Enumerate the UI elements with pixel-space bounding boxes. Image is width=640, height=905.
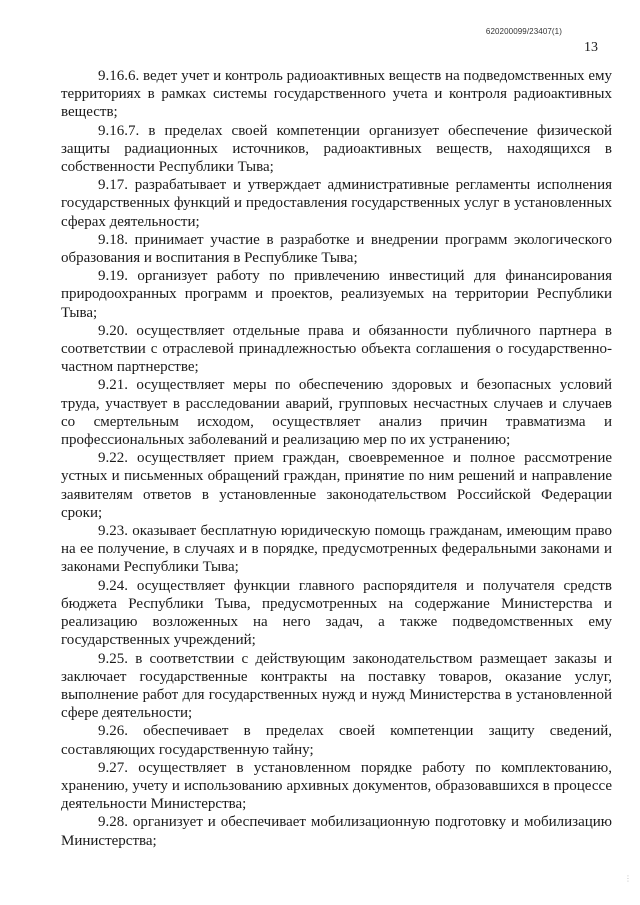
paragraph-9-21: 9.21. осуществляет меры по обеспечению здоровых и безопасных условий труда, участвует в расследовании аварий, групповых несчастных случаев и случаев со смертельным исходом, осуществляет анализ причин травматизма и профессиональных заболеваний и реализацию мер по их устранению; — [61, 377, 612, 449]
paragraph-9-19: 9.19. организует работу по привлечению инвестиций для финансирования природоохранных программ и проектов, реализуемых на территории Республики Тыва; — [61, 268, 612, 321]
paragraph-9-16-7: 9.16.7. в пределах своей компетенции организует обеспечение физической защиты радиационных источников, радиоактивных веществ, находящихся в собственности Республики Тыва; — [61, 122, 612, 176]
page-number: 13 — [584, 40, 598, 55]
paragraph-9-17: 9.17. разрабатывает и утверждает административные регламенты исполнения государственных функций и предоставления государственных услуг в установленных сферах деятельности; — [61, 177, 612, 230]
paragraph-9-28: 9.28. организует и обеспечивает мобилизационную подготовку и мобилизацию Министерства; — [61, 814, 612, 849]
paragraph-9-23: 9.23. оказывает бесплатную юридическую помощь гражданам, имеющим право на ее получение, в случаях и в порядке, предусмотренных федеральными законами и законами Республики Тыва; — [61, 523, 612, 576]
paragraph-9-18: 9.18. принимает участие в разработке и внедрении программ экологического образования и воспитания в Республике Тыва; — [61, 231, 612, 267]
paragraph-9-25: 9.25. в соответствии с действующим законодательством размещает заказы и заключает государственные контракты на поставку товаров, оказание услуг, выполнение работ для государственных нужд и нужд Министерства в установленной сфере деятельности; — [61, 650, 612, 722]
paragraph-9-27: 9.27. осуществляет в установленном порядке работу по комплектованию, хранению, учету и использованию архивных документов, образовавшихся в процессе деятельности Министерства; — [61, 759, 612, 813]
corner-scan-mark: ⋮ — [624, 874, 632, 883]
document-code: 620200099/23407(1) — [485, 27, 562, 36]
paragraph-9-20: 9.20. осуществляет отдельные права и обязанности публичного партнера в соответствии с отраслевой принадлежностью объекта соглашения о государственно-частном партнерстве; — [61, 322, 612, 376]
document-body — [61, 67, 612, 850]
paragraph-9-26: 9.26. обеспечивает в пределах своей компетенции защиту сведений, составляющих государственную тайну; — [61, 723, 612, 758]
paragraph-9-22: 9.22. осуществляет прием граждан, своевременное и полное рассмотрение устных и письменных обращений граждан, принятие по ним решений и направление заявителям ответов в установленные законодательством Российской Федерации сроки; — [61, 450, 612, 521]
paragraph-9-16-6: 9.16.6. ведет учет и контроль радиоактивных веществ на подведомственных ему территориях в рамках системы государственного учета и контроля радиоактивных веществ; — [61, 68, 612, 121]
paragraph-9-24: 9.24. осуществляет функции главного распорядителя и получателя средств бюджета Республики Тыва, предусмотренных на содержание Министерства и реализацию возложенных на него задач, а также подведомственных ему государственных учреждений; — [61, 577, 612, 649]
